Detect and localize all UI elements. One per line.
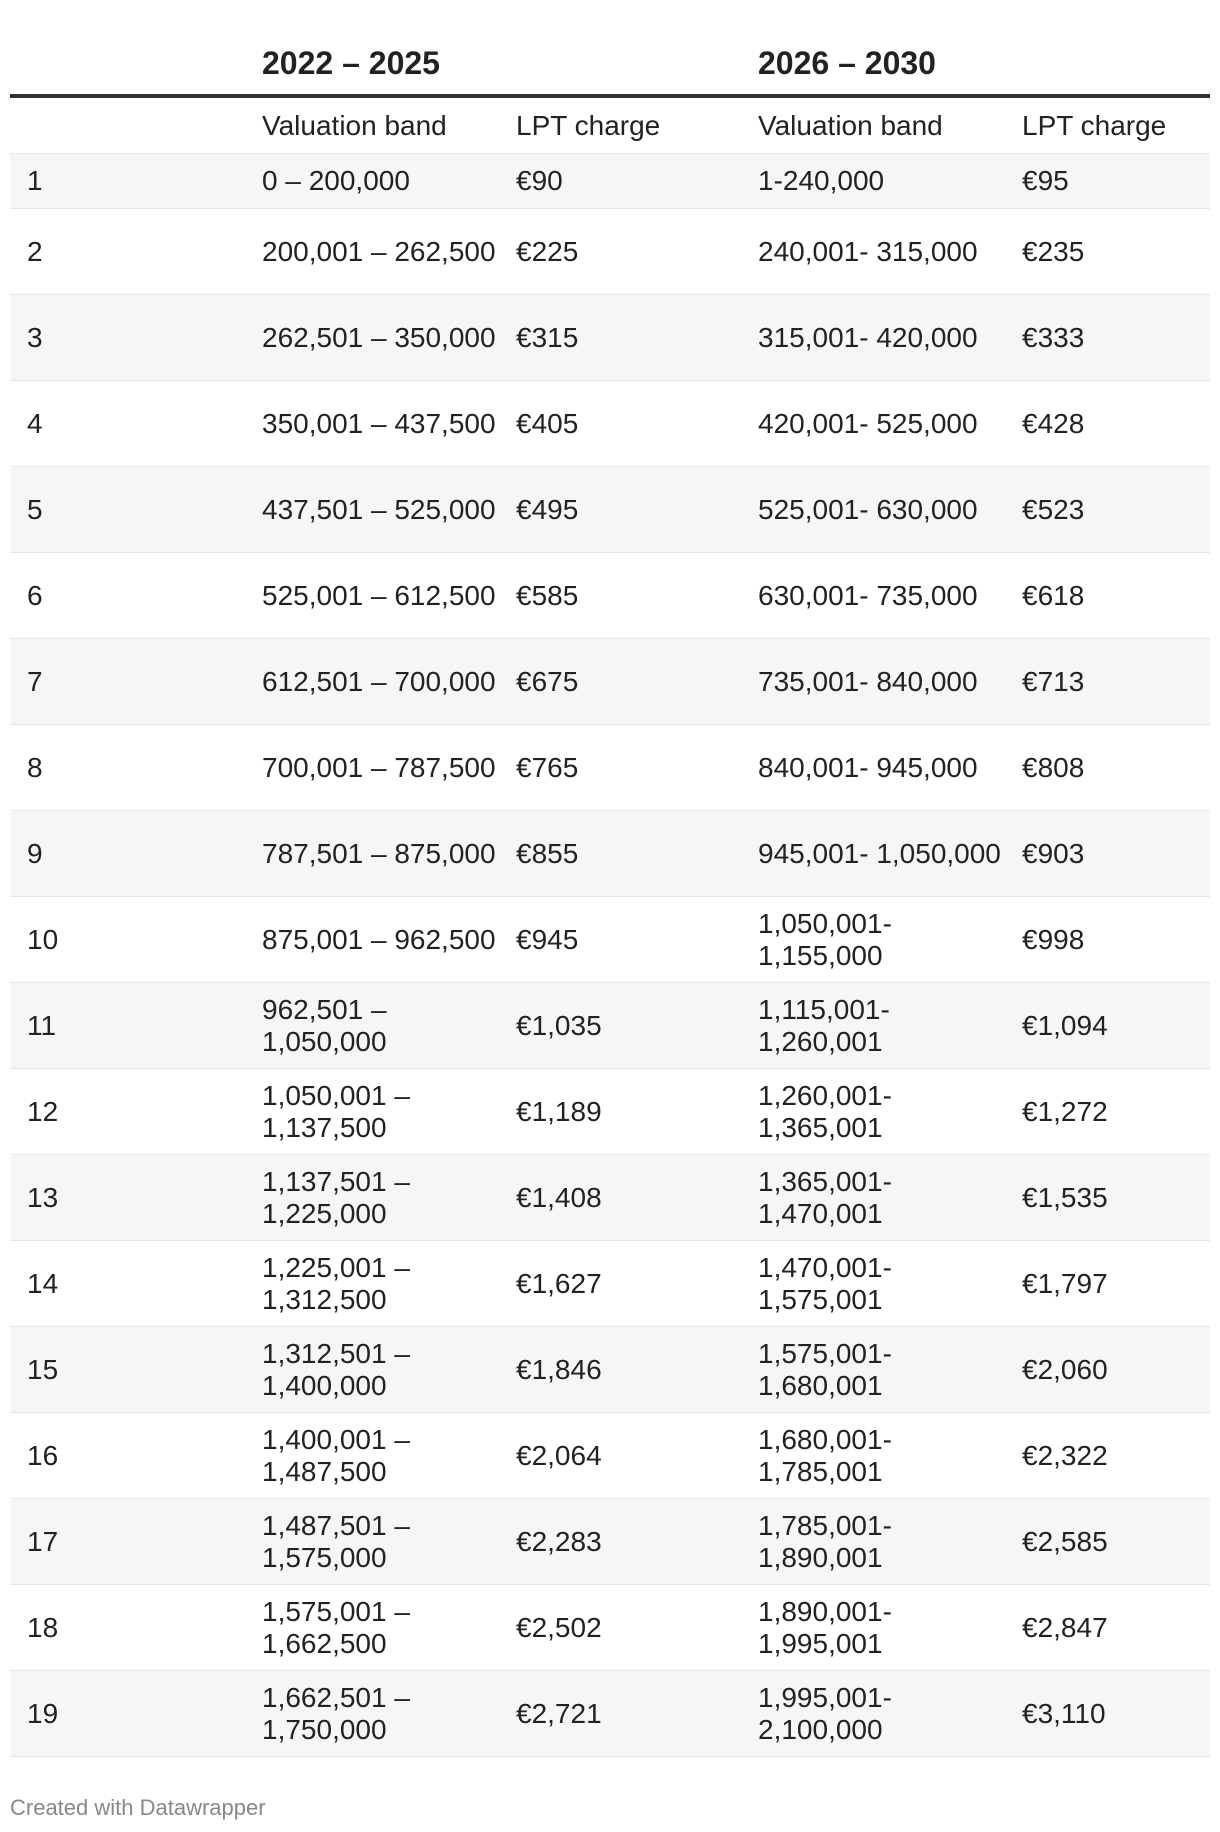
cell-lpt-charge-2026: €1,094 <box>1022 1009 1108 1041</box>
cell-band-number: 2 <box>27 235 43 267</box>
table-row <box>10 983 1210 1069</box>
table-row <box>10 725 1210 811</box>
column-header-valuation-band-2022: Valuation band <box>262 109 447 141</box>
cell-valuation-band-2022: 437,501 – 525,000 <box>262 493 496 525</box>
group-header-spacer <box>10 0 262 94</box>
cell-lpt-charge-2026: €903 <box>1022 837 1085 869</box>
table-row <box>10 811 1210 897</box>
group-header-2026-2030: 2026 – 2030 <box>758 45 936 81</box>
cell-lpt-charge-2022: €2,064 <box>516 1439 602 1471</box>
table-row <box>10 1155 1210 1241</box>
cell-lpt-charge-2022: €675 <box>516 665 579 697</box>
table-row <box>10 1241 1210 1327</box>
cell-valuation-band-2026: 525,001- 630,000 <box>758 493 978 525</box>
cell-lpt-charge-2022: €315 <box>516 321 579 353</box>
cell-lpt-charge-2026: €713 <box>1022 665 1085 697</box>
column-header-valuation-band-2026: Valuation band <box>758 109 943 141</box>
cell-lpt-charge-2026: €235 <box>1022 235 1085 267</box>
cell-valuation-band-2022: 1,400,001 – 1,487,500 <box>262 1423 410 1487</box>
cell-valuation-band-2026: 1,050,001- 1,155,000 <box>758 907 892 971</box>
cell-band-number: 11 <box>27 1009 57 1041</box>
table-row <box>10 1413 1210 1499</box>
cell-band-number: 5 <box>27 493 43 525</box>
cell-valuation-band-2026: 735,001- 840,000 <box>758 665 978 697</box>
cell-band-number: 8 <box>27 751 43 783</box>
cell-valuation-band-2026: 1-240,000 <box>758 165 885 196</box>
cell-lpt-charge-2022: €945 <box>516 923 579 955</box>
cell-band-number: 6 <box>27 579 43 611</box>
cell-valuation-band-2026: 1,115,001- 1,260,001 <box>758 993 890 1057</box>
cell-valuation-band-2022: 1,662,501 – 1,750,000 <box>262 1681 410 1745</box>
cell-valuation-band-2022: 1,050,001 – 1,137,500 <box>262 1079 410 1143</box>
cell-band-number: 9 <box>27 837 43 869</box>
cell-lpt-charge-2022: €1,189 <box>516 1095 602 1127</box>
cell-lpt-charge-2022: €2,283 <box>516 1525 602 1557</box>
cell-valuation-band-2022: 962,501 – 1,050,000 <box>262 993 387 1057</box>
column-header-lpt-charge-2022: LPT charge <box>516 109 661 141</box>
cell-valuation-band-2022: 875,001 – 962,500 <box>262 923 496 955</box>
cell-valuation-band-2022: 700,001 – 787,500 <box>262 751 496 783</box>
cell-lpt-charge-2022: €405 <box>516 407 579 439</box>
cell-band-number: 15 <box>27 1353 59 1385</box>
cell-valuation-band-2026: 420,001- 525,000 <box>758 407 978 439</box>
column-header-lpt-charge-2026: LPT charge <box>1022 109 1167 141</box>
cell-lpt-charge-2026: €428 <box>1022 407 1085 439</box>
table-row <box>10 1671 1210 1757</box>
cell-valuation-band-2022: 1,575,001 – 1,662,500 <box>262 1595 410 1659</box>
cell-lpt-charge-2026: €998 <box>1022 923 1085 955</box>
cell-lpt-charge-2022: €1,846 <box>516 1353 602 1385</box>
datawrapper-credit: Created with Datawrapper <box>10 1795 266 1820</box>
cell-lpt-charge-2022: €855 <box>516 837 579 869</box>
table-row <box>10 553 1210 639</box>
cell-lpt-charge-2026: €1,272 <box>1022 1095 1108 1127</box>
cell-band-number: 3 <box>27 321 43 353</box>
group-header-row <box>10 0 1210 98</box>
cell-band-number: 13 <box>27 1181 59 1213</box>
cell-valuation-band-2026: 1,470,001- 1,575,001 <box>758 1251 892 1315</box>
cell-valuation-band-2026: 1,575,001- 1,680,001 <box>758 1337 892 1401</box>
cell-band-number: 16 <box>27 1439 59 1471</box>
cell-valuation-band-2022: 787,501 – 875,000 <box>262 837 496 869</box>
cell-valuation-band-2022: 1,137,501 – 1,225,000 <box>262 1165 410 1229</box>
cell-valuation-band-2026: 1,995,001- 2,100,000 <box>758 1681 892 1745</box>
cell-band-number: 1 <box>27 165 43 196</box>
cell-valuation-band-2026: 840,001- 945,000 <box>758 751 978 783</box>
cell-lpt-charge-2022: €225 <box>516 235 579 267</box>
cell-lpt-charge-2022: €2,721 <box>516 1697 602 1729</box>
cell-lpt-charge-2022: €765 <box>516 751 579 783</box>
table-row <box>10 295 1210 381</box>
cell-lpt-charge-2026: €2,060 <box>1022 1353 1108 1385</box>
cell-valuation-band-2022: 1,225,001 – 1,312,500 <box>262 1251 410 1315</box>
cell-lpt-charge-2026: €1,535 <box>1022 1181 1108 1213</box>
cell-lpt-charge-2026: €618 <box>1022 579 1085 611</box>
cell-valuation-band-2026: 315,001- 420,000 <box>758 321 978 353</box>
cell-lpt-charge-2026: €523 <box>1022 493 1085 525</box>
table-row <box>10 1499 1210 1585</box>
cell-lpt-charge-2026: €808 <box>1022 751 1085 783</box>
cell-valuation-band-2022: 1,487,501 – 1,575,000 <box>262 1509 410 1573</box>
cell-band-number: 18 <box>27 1611 59 1643</box>
cell-valuation-band-2026: 1,365,001- 1,470,001 <box>758 1165 892 1229</box>
table-row <box>10 1585 1210 1671</box>
cell-lpt-charge-2022: €1,035 <box>516 1009 602 1041</box>
cell-band-number: 17 <box>27 1525 59 1557</box>
cell-lpt-charge-2026: €2,585 <box>1022 1525 1108 1557</box>
cell-lpt-charge-2022: €1,627 <box>516 1267 602 1299</box>
table-row <box>10 897 1210 983</box>
table-row <box>10 467 1210 553</box>
cell-valuation-band-2022: 350,001 – 437,500 <box>262 407 496 439</box>
cell-lpt-charge-2026: €95 <box>1022 165 1069 196</box>
cell-valuation-band-2022: 1,312,501 – 1,400,000 <box>262 1337 410 1401</box>
cell-valuation-band-2026: 630,001- 735,000 <box>758 579 978 611</box>
cell-valuation-band-2022: 612,501 – 700,000 <box>262 665 496 697</box>
cell-valuation-band-2026: 945,001- 1,050,000 <box>758 837 1001 869</box>
cell-lpt-charge-2026: €2,322 <box>1022 1439 1108 1471</box>
table-row <box>10 1069 1210 1155</box>
cell-valuation-band-2022: 262,501 – 350,000 <box>262 321 496 353</box>
lpt-table <box>10 0 1210 1757</box>
cell-valuation-band-2022: 525,001 – 612,500 <box>262 579 496 611</box>
cell-lpt-charge-2022: €495 <box>516 493 579 525</box>
cell-band-number: 19 <box>27 1697 59 1729</box>
table-row <box>10 1327 1210 1413</box>
table-body <box>10 154 1210 1757</box>
cell-lpt-charge-2026: €2,847 <box>1022 1611 1108 1643</box>
cell-lpt-charge-2026: €333 <box>1022 321 1085 353</box>
cell-valuation-band-2022: 0 – 200,000 <box>262 165 410 196</box>
cell-valuation-band-2022: 200,001 – 262,500 <box>262 235 496 267</box>
cell-lpt-charge-2022: €2,502 <box>516 1611 602 1643</box>
cell-band-number: 10 <box>27 923 59 955</box>
group-header-2022-2025: 2022 – 2025 <box>262 45 440 81</box>
cell-band-number: 4 <box>27 407 43 439</box>
cell-valuation-band-2026: 1,680,001- 1,785,001 <box>758 1423 892 1487</box>
cell-lpt-charge-2022: €585 <box>516 579 579 611</box>
column-header-row <box>10 98 1210 154</box>
cell-valuation-band-2026: 1,785,001- 1,890,001 <box>758 1509 892 1573</box>
table-row <box>10 154 1210 209</box>
table-row <box>10 381 1210 467</box>
cell-band-number: 7 <box>27 665 43 697</box>
cell-valuation-band-2026: 240,001- 315,000 <box>758 235 978 267</box>
table-row <box>10 639 1210 725</box>
cell-lpt-charge-2022: €1,408 <box>516 1181 602 1213</box>
table-row <box>10 209 1210 295</box>
cell-lpt-charge-2026: €1,797 <box>1022 1267 1108 1299</box>
cell-lpt-charge-2026: €3,110 <box>1022 1697 1106 1729</box>
cell-lpt-charge-2022: €90 <box>516 165 563 196</box>
cell-band-number: 14 <box>27 1267 59 1299</box>
cell-band-number: 12 <box>27 1095 59 1127</box>
cell-valuation-band-2026: 1,260,001- 1,365,001 <box>758 1079 892 1143</box>
cell-valuation-band-2026: 1,890,001- 1,995,001 <box>758 1595 892 1659</box>
